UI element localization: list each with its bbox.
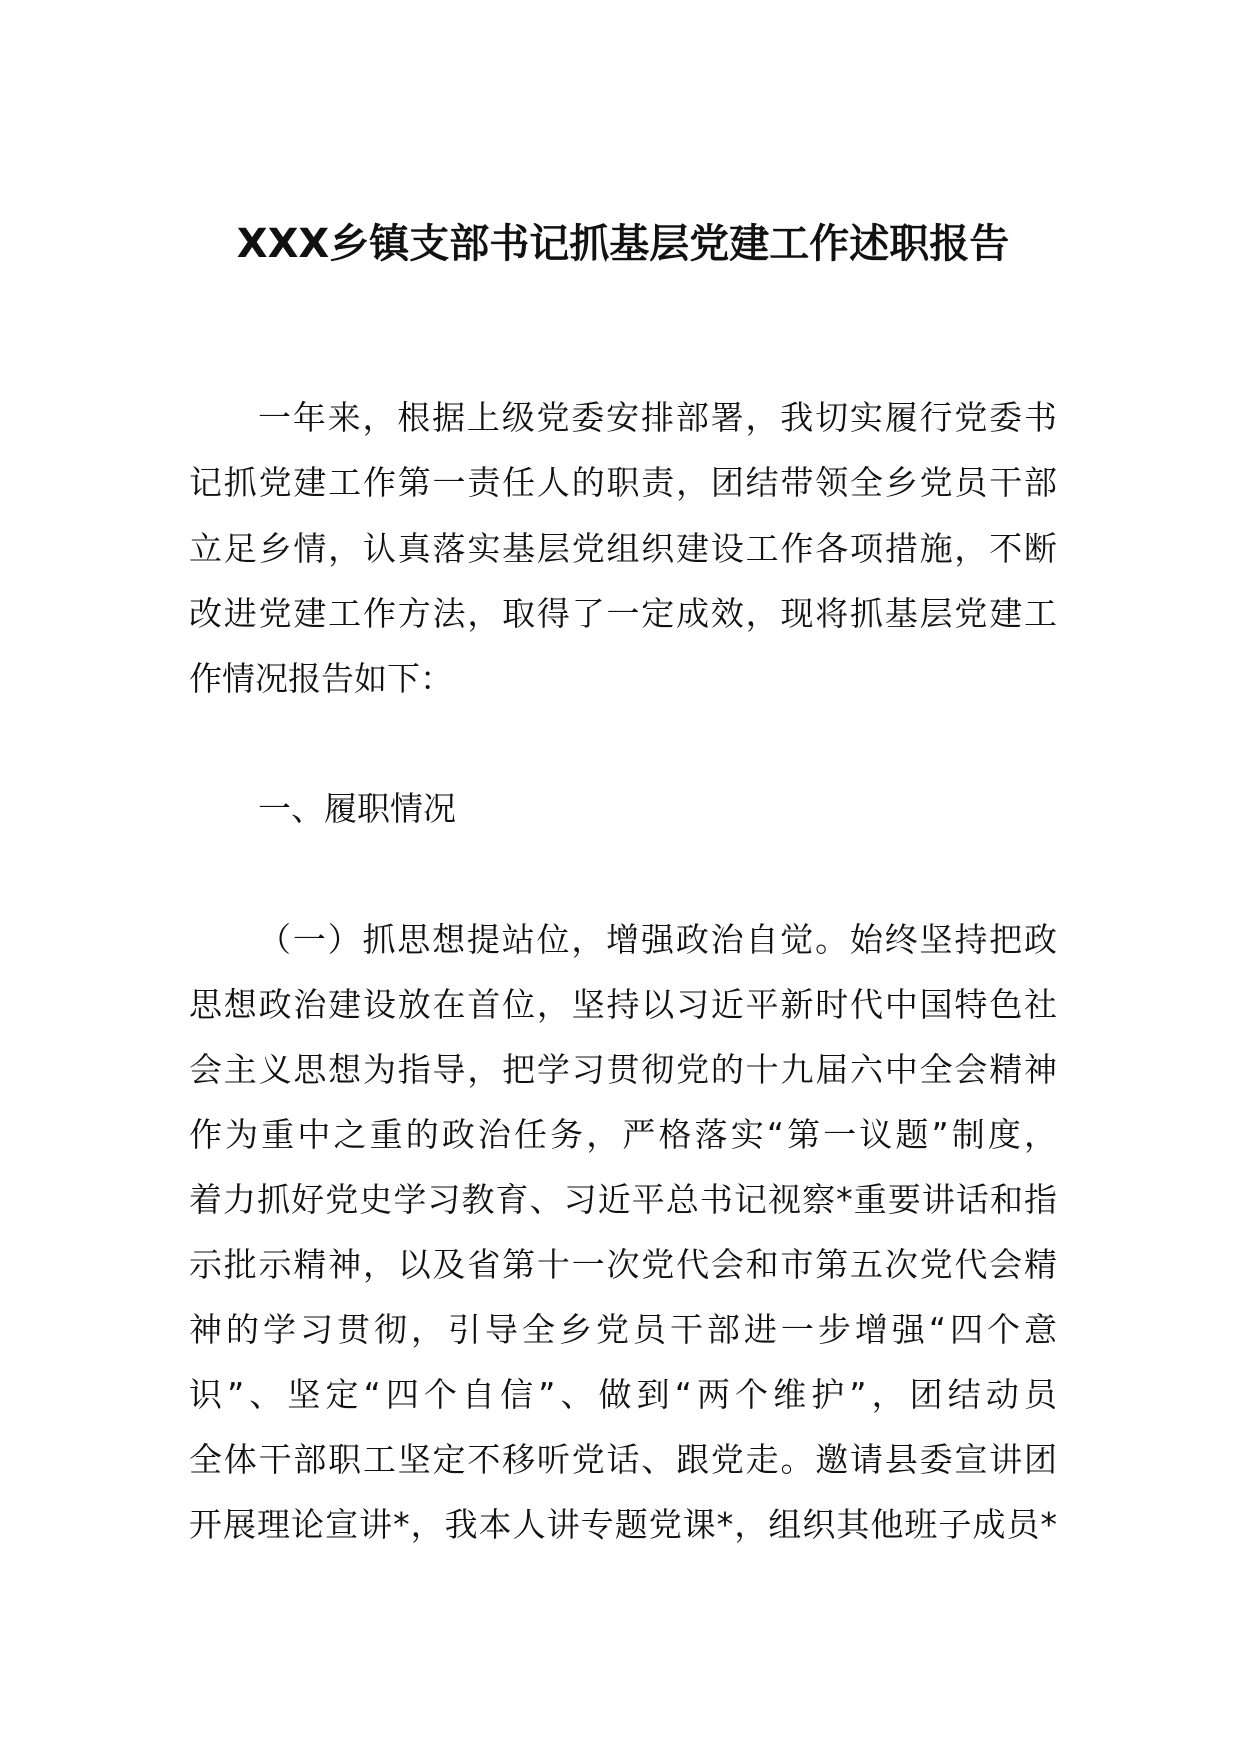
section-heading: 一、履职情况 [258, 789, 456, 828]
paragraph-line: 作为重中之重的政治任务，严格落实“第一议题”制度， [189, 1115, 1057, 1154]
document-title: XXX乡镇支部书记抓基层党建工作述职报告 [236, 221, 1010, 267]
paragraph-line: 作情况报告如下： [189, 659, 453, 698]
paragraph-line: 神的学习贯彻，引导全乡党员干部进一步增强“四个意 [189, 1310, 1057, 1349]
paragraph-line: 思想政治建设放在首位，坚持以习近平新时代中国特色社 [189, 985, 1057, 1024]
paragraph-line: 记抓党建工作第一责任人的职责，团结带领全乡党员干部 [189, 463, 1057, 502]
paragraph-line: 着力抓好党史学习教育、习近平总书记视察*重要讲话和指 [189, 1180, 1057, 1219]
paragraph-line: （一）抓思想提站位，增强政治自觉。始终坚持把政 [258, 920, 1057, 959]
paragraph-line: 全体干部职工坚定不移听党话、跟党走。邀请县委宣讲团 [189, 1440, 1057, 1479]
paragraph-line: 立足乡情，认真落实基层党组织建设工作各项措施，不断 [189, 529, 1057, 568]
paragraph-line: 改进党建工作方法，取得了一定成效，现将抓基层党建工 [189, 594, 1057, 633]
paragraph-line: 会主义思想为指导，把学习贯彻党的十九届六中全会精神 [189, 1050, 1057, 1089]
paragraph-line: 开展理论宣讲*，我本人讲专题党课*，组织其他班子成员* [189, 1505, 1057, 1544]
paragraph-line: 示批示精神，以及省第十一次党代会和市第五次党代会精 [189, 1245, 1057, 1284]
paragraph-line: 识”、坚定“四个自信”、做到“两个维护”，团结动员 [189, 1375, 1057, 1414]
paragraph-line: 一年来，根据上级党委安排部署，我切实履行党委书 [258, 398, 1057, 437]
